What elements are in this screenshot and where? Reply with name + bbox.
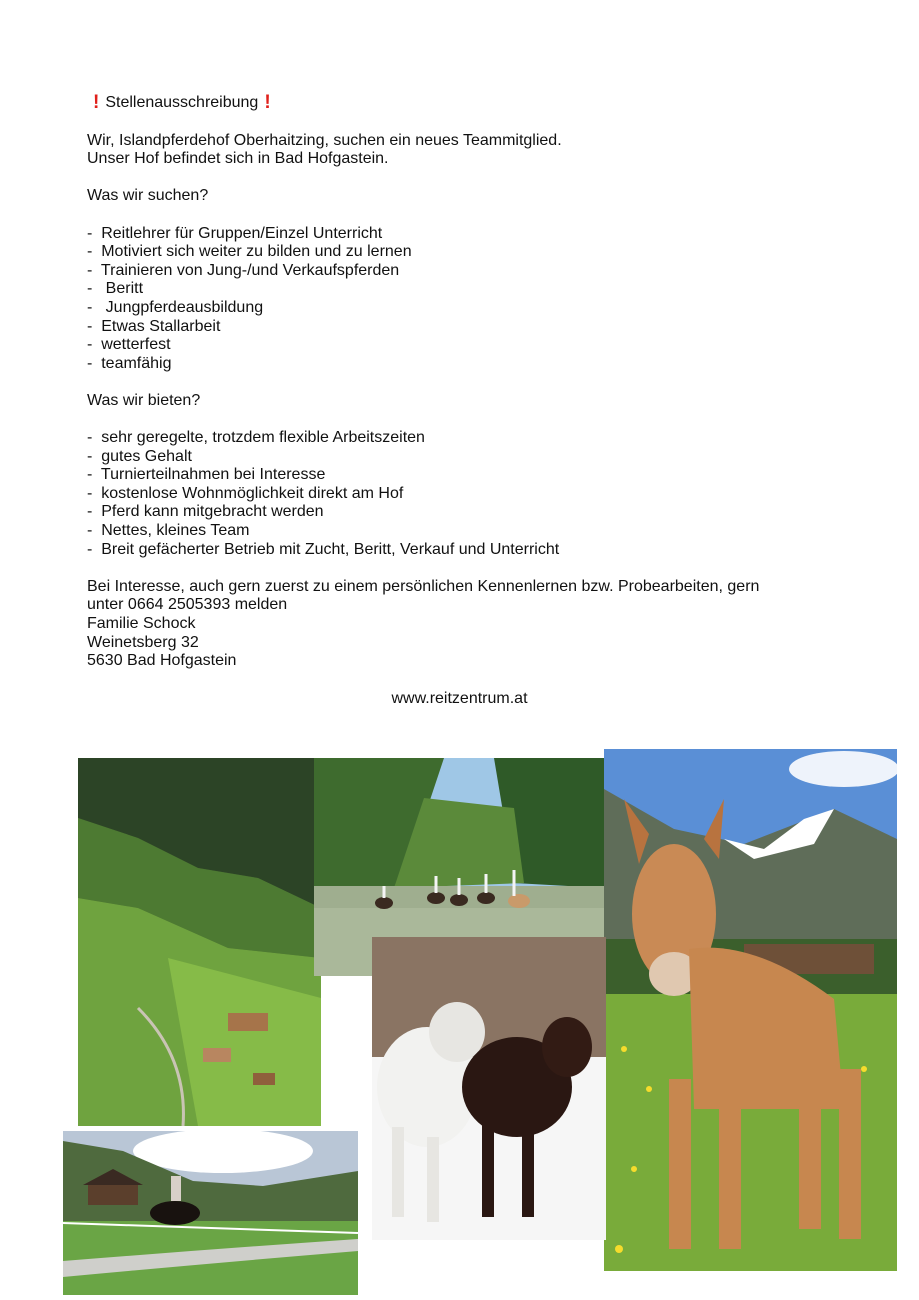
valley-photo — [78, 758, 321, 1126]
list-item: - kostenlose Wohnmöglichkeit direkt am Hof — [87, 484, 404, 502]
posting-title: Stellenausschreibung — [105, 93, 259, 111]
list-item: - teamfähig — [87, 354, 172, 372]
offering-heading: Was wir bieten? — [87, 391, 201, 409]
list-item: - Motiviert sich weiter zu bilden und zu lernen — [87, 243, 412, 261]
exclamation-icon: ! — [93, 92, 100, 113]
list-item: - Trainieren von Jung-/und Verkaufspferden — [87, 261, 400, 279]
title-row — [93, 93, 867, 113]
contact-name: Familie Schock — [87, 615, 196, 633]
list-item: - sehr geregelte, trotzdem flexible Arbeitszeiten — [87, 429, 425, 447]
contact-line: Bei Interesse, auch gern zuerst zu einem persönlichen Kennenlernen bzw. Probearbeiten, gern — [87, 577, 760, 595]
contact-phone: unter 0664 2505393 melden — [87, 596, 288, 614]
job-posting — [87, 93, 867, 671]
contact-street: Weinetsberg 32 — [87, 633, 199, 651]
rider-photo — [63, 1131, 358, 1295]
list-item: - gutes Gehalt — [87, 447, 192, 465]
list-item: - Beritt — [87, 280, 144, 298]
foal-photo — [604, 749, 897, 1271]
offering-list — [87, 429, 867, 559]
list-item: - Pferd kann mitgebracht werden — [87, 503, 324, 521]
seeking-heading: Was wir suchen? — [87, 187, 209, 205]
intro-line: Unser Hof befindet sich in Bad Hofgastein. — [87, 150, 389, 168]
list-item: - Turnierteilnahmen bei Interesse — [87, 466, 326, 484]
list-item: - Nettes, kleines Team — [87, 522, 250, 540]
contact-city: 5630 Bad Hofgastein — [87, 652, 237, 670]
list-item: - Jungpferdeausbildung — [87, 298, 264, 316]
intro-line: Wir, Islandpferdehof Oberhaitzing, suchen ein neues Teammitglied. — [87, 131, 562, 149]
exclamation-icon: ! — [264, 92, 271, 113]
list-item: - Breit gefächerter Betrieb mit Zucht, Beritt, Verkauf und Unterricht — [87, 540, 560, 558]
website-link[interactable]: www.reitzentrum.at — [391, 690, 528, 707]
list-item: - Reitlehrer für Gruppen/Einzel Unterricht — [87, 224, 383, 242]
seeking-list — [87, 225, 867, 374]
list-item: - wetterfest — [87, 336, 171, 354]
list-item: - Etwas Stallarbeit — [87, 317, 221, 335]
ponies-snow-photo — [372, 937, 606, 1240]
